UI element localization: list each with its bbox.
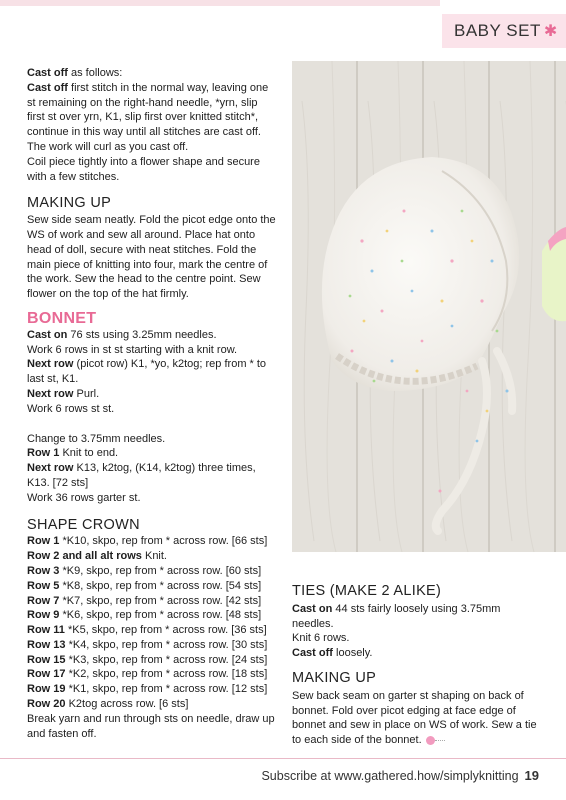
instruction-line [27, 155, 277, 185]
instruction-line [27, 667, 277, 682]
bonnet-instructions-2 [27, 432, 277, 506]
bold-term: Cast off [27, 67, 68, 79]
instruction-line [27, 682, 277, 697]
section-label: BABY SET [454, 21, 541, 40]
instruction-text: Knit to end. [59, 447, 119, 460]
instruction-line [27, 608, 277, 623]
instruction-text: *K8, skpo, rep from * across row. [54 sts] [59, 579, 262, 592]
bold-term: Next row [27, 387, 74, 400]
instruction-line [27, 549, 277, 564]
instruction-line [27, 357, 277, 387]
instruction-text: *K6, skpo, rep from * across row. [48 sts] [59, 609, 262, 622]
instruction-line [27, 461, 277, 491]
end-mark-line [435, 740, 445, 741]
instruction-line [27, 653, 277, 668]
instruction-text: Knit. [141, 550, 167, 563]
spacer [27, 417, 277, 432]
instruction-text: 44 sts fairly loosely using 3.75mm needles. [292, 602, 501, 630]
bold-term: Next row [27, 462, 74, 475]
instruction-line [27, 432, 277, 447]
instruction-text: (picot row) K1, *yo, k2tog; rep from * to last st, K1. [27, 358, 267, 386]
instruction-line [27, 343, 277, 358]
bold-term: Row 2 and all alt rows [27, 550, 142, 563]
bold-term: Row 3 [27, 564, 60, 577]
instruction-text: *K7, skpo, rep from * across row. [42 sts] [59, 594, 262, 607]
making-up-heading-2: MAKING UP [292, 669, 377, 686]
instruction-line [27, 491, 277, 506]
instruction-text: as follows: [67, 67, 123, 79]
bold-term: Cast on [292, 602, 333, 615]
instruction-text: 76 sts using 3.25mm needles. [67, 328, 217, 341]
bold-term: Row 1 [27, 535, 60, 548]
bonnet-illustration [292, 61, 566, 552]
instruction-text: *K3, skpo, rep from * across row. [24 sts] [65, 653, 268, 666]
instruction-line [292, 602, 542, 632]
ties-instructions [292, 602, 542, 661]
instruction-line [27, 387, 277, 402]
instruction-text: loosely. [332, 647, 373, 660]
instruction-line [27, 402, 277, 417]
instruction-line [292, 631, 542, 646]
bold-term: Row 9 [27, 609, 60, 622]
section-tab [442, 14, 566, 48]
bold-term: Cast on [27, 328, 68, 341]
instruction-text: Work 6 rows in st st starting with a knit row. [27, 343, 238, 356]
bold-term: Row 20 [27, 698, 66, 711]
bold-term: Row 11 [27, 624, 65, 637]
instruction-line [27, 564, 277, 579]
ties-heading: TIES (MAKE 2 ALIKE) [292, 583, 442, 599]
instruction-text: *K4, skpo, rep from * across row. [30 sts] [65, 638, 268, 651]
intro-block [27, 66, 277, 184]
instruction-line [27, 328, 277, 343]
bold-term: Row 19 [27, 683, 66, 696]
instruction-text: K2tog across row. [6 sts] [65, 698, 189, 711]
instruction-text: Purl. [73, 387, 100, 400]
bold-term: Row 7 [27, 594, 60, 607]
asterisk-icon: ✱ [543, 23, 558, 40]
instruction-text: *K10, skpo, rep from * across row. [66 sts] [59, 535, 268, 548]
closing-text: Break yarn and run through sts on needle, draw up and fasten off. [27, 712, 275, 740]
bold-term: Row 1 [27, 447, 60, 460]
bold-term: Row 13 [27, 638, 66, 651]
bonnet-photo [292, 61, 566, 552]
bold-term: Row 17 [27, 668, 66, 681]
making-up-heading: MAKING UP [27, 195, 112, 212]
bold-term: Cast off [27, 81, 68, 94]
instruction-line [27, 81, 277, 155]
left-column [27, 66, 277, 741]
instruction-line [27, 579, 277, 594]
making-up-text: Sew side seam neatly. Fold the picot edge onto the WS of work and sew all around. Place hat onto head of doll, secure with neat stitches. Fold the main piece of knitting into four, mark the centre of the work. Sew the head to the centre point. Sew flower on the top of the hat firmly. [27, 214, 276, 301]
instruction-text: Knit 6 rows. [292, 632, 350, 645]
instruction-text: Work 6 rows st st. [27, 402, 115, 415]
bold-term: Row 5 [27, 579, 60, 592]
instruction-line [27, 446, 277, 461]
footer [261, 768, 539, 783]
footer-divider [0, 758, 566, 759]
crown-rows [27, 534, 277, 712]
subscribe-link[interactable]: Subscribe at www.gathered.how/simplyknitting [261, 769, 519, 783]
instruction-text: *K5, skpo, rep from * across row. [36 sts] [64, 624, 267, 637]
instruction-text: *K9, skpo, rep from * across row. [60 sts] [59, 564, 262, 577]
instruction-line [27, 697, 277, 712]
instruction-line [27, 594, 277, 609]
instruction-text: first stitch in the normal way, leaving one st remaining on the right-hand needle, *yrn, slip first st over yrn, K1, slip first over knitted stitch*, continue in this way until all stitches are cast off. The work will curl as you cast off. [27, 81, 269, 153]
making-up-text-2 [292, 689, 542, 748]
top-decorative-strip [0, 0, 440, 6]
shape-crown-heading: SHAPE CROWN [27, 516, 140, 533]
instruction-line [27, 66, 277, 81]
right-column [292, 584, 542, 748]
instruction-text: *K1, skpo, rep from * across row. [12 sts] [65, 683, 268, 696]
making-up-text-2-body: Sew back seam on garter st shaping on back of bonnet. Fold over picot edging at face edge of bonnet and sew in place on WS of work. Sew a tie to each side of the bonnet. [292, 689, 537, 747]
bold-term: Next row [27, 358, 74, 371]
instruction-text: K13, k2tog, (K14, k2tog) three times, K13. [72 sts] [27, 462, 256, 489]
instruction-line [292, 646, 542, 661]
bonnet-heading: BONNET [27, 309, 97, 327]
instruction-line [27, 534, 277, 549]
instruction-line [27, 638, 277, 653]
instruction-line [27, 623, 277, 638]
bonnet-instructions [27, 328, 277, 417]
bold-term: Row 15 [27, 653, 66, 666]
bold-term: Cast off [292, 647, 333, 660]
instruction-text: Coil piece tightly into a flower shape and secure with a few stitches. [27, 155, 260, 183]
page-number: 19 [524, 768, 539, 783]
instruction-text: Change to 3.75mm needles. [27, 432, 166, 445]
instruction-text: *K2, skpo, rep from * across row. [18 sts] [65, 668, 268, 681]
end-mark-icon [426, 736, 435, 745]
instruction-text: Work 36 rows garter st. [27, 491, 141, 504]
